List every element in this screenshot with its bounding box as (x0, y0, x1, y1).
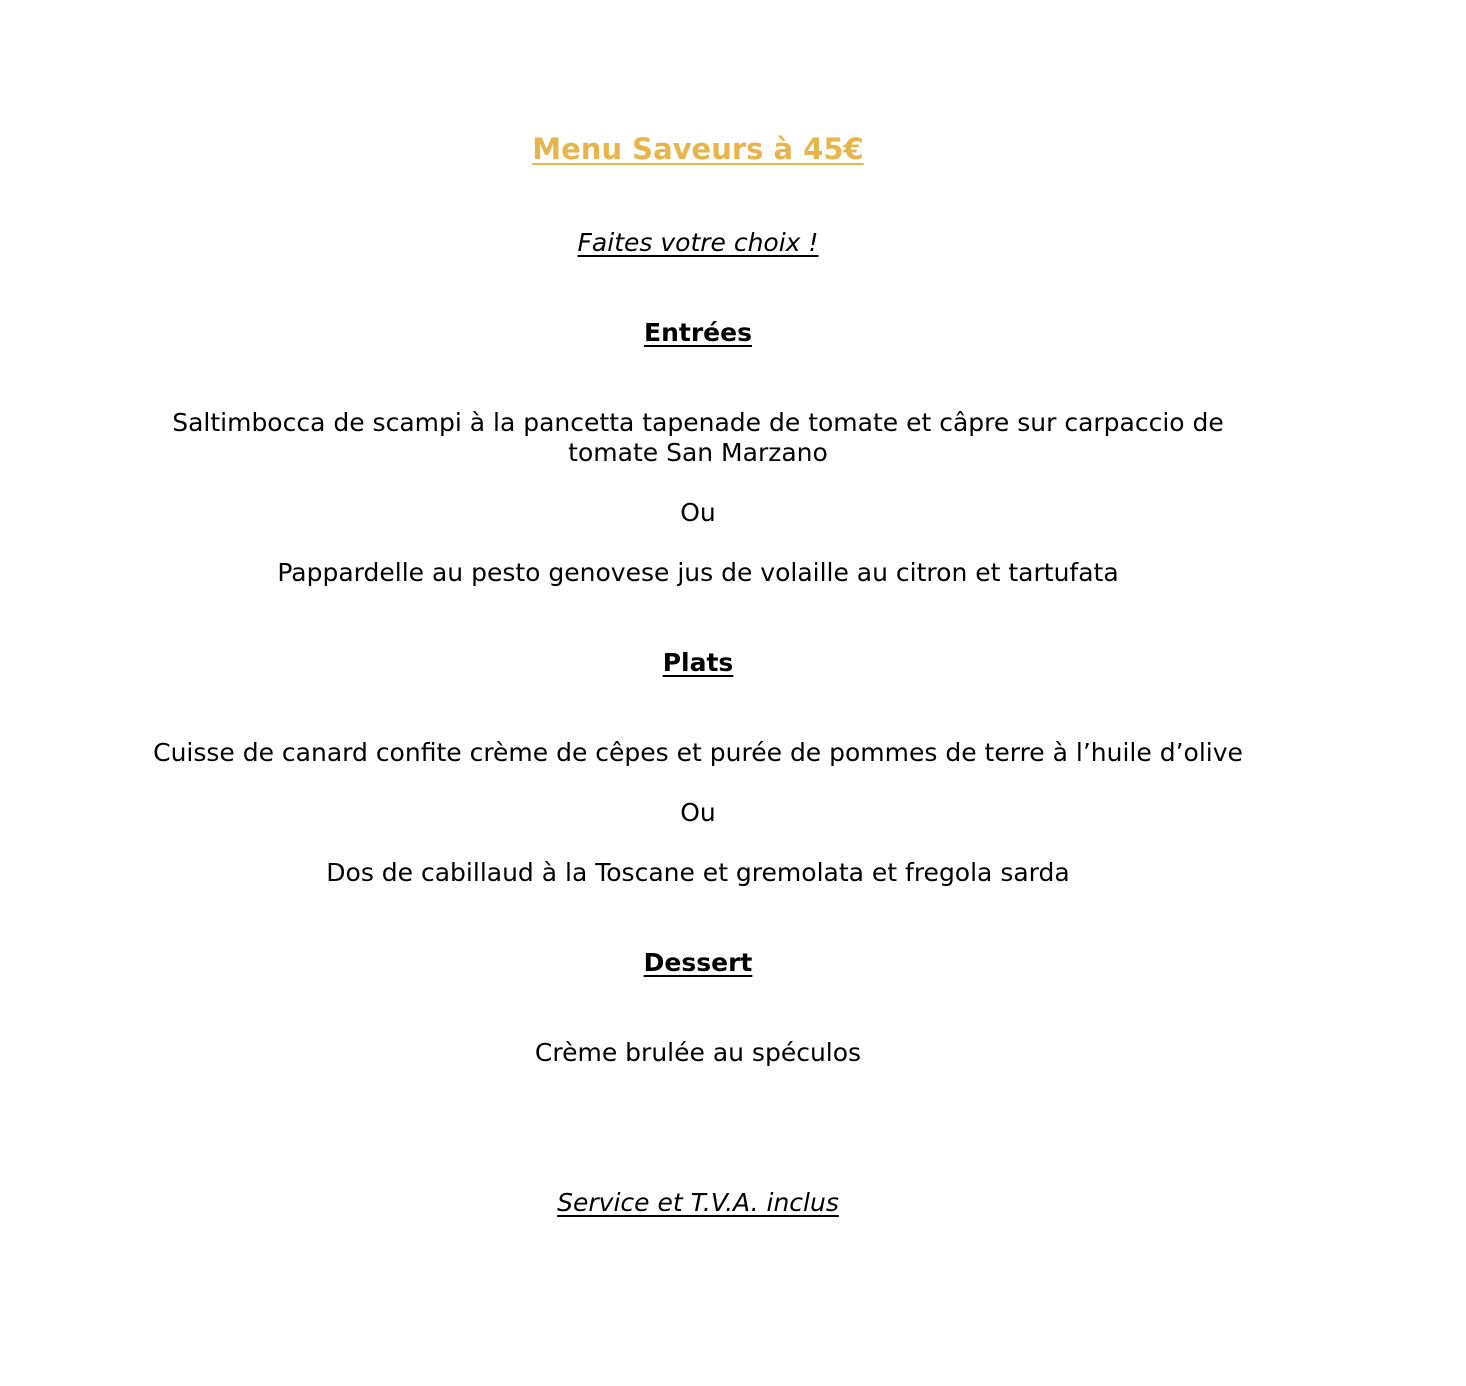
menu-footer: Service et T.V.A. inclus (557, 1188, 839, 1217)
entree-item-1-line-2: tomate San Marzano (568, 438, 828, 467)
menu-title: Menu Saveurs à 45€ (532, 132, 864, 166)
section-heading-plats: Plats (662, 648, 734, 677)
plat-item-2: Dos de cabillaud à la Toscane et gremolata et fregola sarda (326, 858, 1070, 887)
section-heading-dessert: Dessert (643, 948, 753, 977)
plat-item-1: Cuisse de canard confite crème de cêpes et purée de pommes de terre à l’huile d’olive (153, 738, 1243, 767)
entree-item-2: Pappardelle au pesto genovese jus de volaille au citron et tartufata (277, 558, 1119, 587)
entree-item-1-line-1: Saltimbocca de scampi à la pancetta tapenade de tomate et câpre sur carpaccio de (172, 408, 1224, 437)
dessert-item-1: Crème brulée au spéculos (534, 1038, 862, 1067)
entree-separator: Ou (680, 498, 716, 527)
section-heading-entrees: Entrées (644, 318, 752, 347)
plat-separator: Ou (680, 798, 716, 827)
menu-subtitle: Faites votre choix ! (577, 228, 819, 257)
